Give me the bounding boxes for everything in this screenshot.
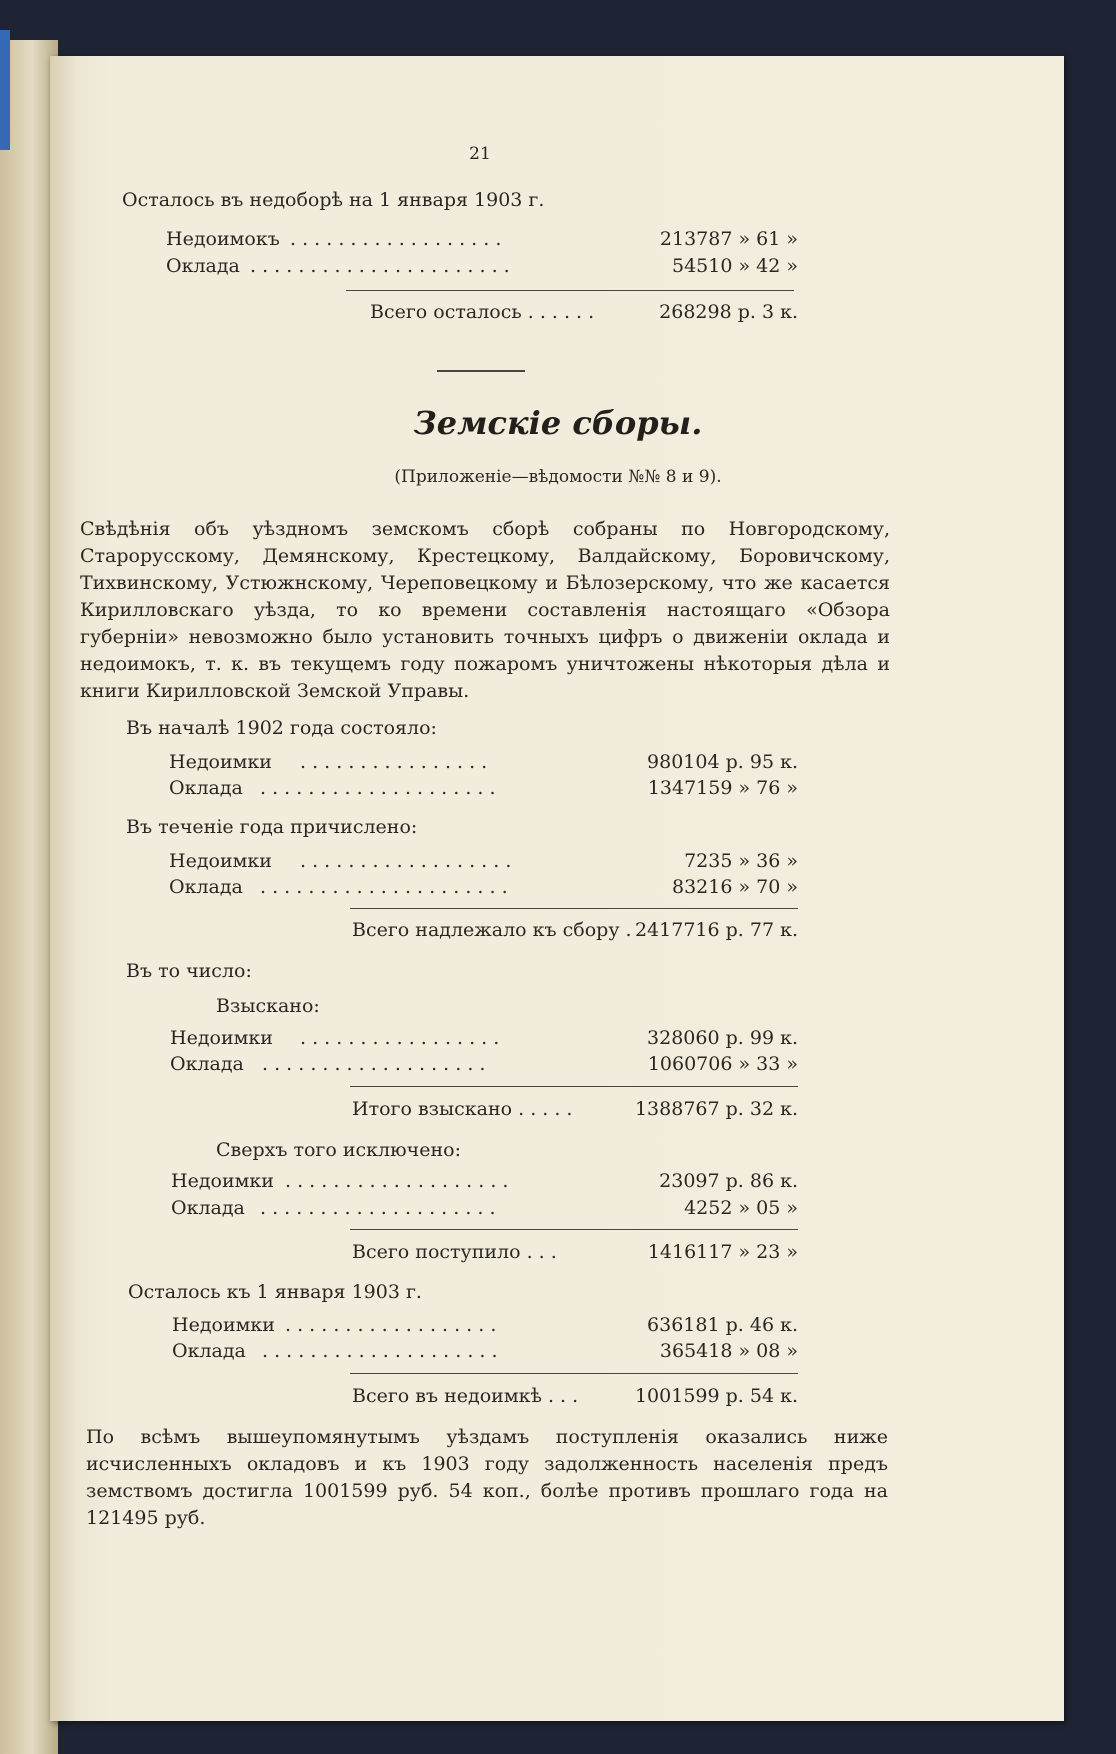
section-subtitle: (Приложеніе—вѣдомости №№ 8 и 9). [394,467,722,487]
leader-dots: . . . . . . . . . . . . . . . . . . . . [260,1197,496,1219]
closing-paragraph: По всѣмъ вышеупомянутымъ уѣздамъ поступленія оказались ниже исчисленныхъ окладовъ и къ 1903 году задолженность населенія предъ земствомъ достигла 1001599 руб. 54 коп., болѣе противъ прошлаго года на 121495 руб. [86,1426,888,1529]
row-label: Оклада [169,777,243,799]
total-label: Всего поступило . . . [352,1241,557,1263]
row-amount: 980104 р. 95 к. [647,751,798,773]
leader-dots: . . . . . . . . . . . . . . . . . . . . [260,777,496,799]
leader-dots: . . . . . . . . . . . . . . . . [300,751,488,773]
block-heading: Въ теченіе года причислено: [126,816,418,838]
section-divider [437,370,525,372]
leader-dots: . . . . . . . . . . . . . . . . . . . [262,1053,486,1075]
row-amount: 83216 » 70 » [672,876,798,898]
section-title: Земскіе сборы. [413,404,703,442]
row-label: Оклада [172,1340,246,1362]
row-amount: 4252 » 05 » [684,1197,798,1219]
row-amount: 7235 » 36 » [684,850,798,872]
leader-dots: . . . . . . . . . . . . . . . . . [300,1027,500,1049]
total-amount: 2417716 р. 77 к. [634,919,798,941]
row-label: Оклада [166,255,240,277]
row-label: Недоимки [171,1170,274,1192]
leader-dots: . . . . . . . . . . . . . . . . . . [285,1314,497,1336]
row-label: Недоимки [169,850,272,872]
row-amount: 1347159 » 76 » [647,777,798,799]
row-amount: 365418 » 08 » [659,1340,798,1362]
row-amount: 636181 р. 46 к. [647,1314,798,1336]
row-label: Недоимокъ [166,228,280,250]
row-amount: 1060706 » 33 » [647,1053,798,1075]
row-label: Оклада [169,876,243,898]
intro-paragraph: Свѣдѣнія объ уѣздномъ земскомъ сборѣ собраны по Новгородскому, Старорусскому, Демянскому, Крестецкому, Валдайскому, Боровичскому, Тихвинскому, Устюжнскому, Череповецкому и Бѣлозерскому, что же касается Кирилловскаго уѣзда, то ко времени составленія настоящаго «Обзора губерніи» невозможно было установить точныхъ цифръ о движеніи оклада и недоимокъ, т. к. въ текущемъ году пожаромъ уничтожены нѣкоторыя дѣла и книги Кирилловской Земской Управы. [80,518,890,702]
row-amount: 23097 р. 86 к. [659,1170,798,1192]
total-amount: 1388767 р. 32 к. [634,1098,798,1120]
block-heading: Сверхъ того исключено: [216,1139,461,1161]
leader-dots: . . . . . . . . . . . . . . . . . . . [285,1170,509,1192]
row-amount: 54510 » 42 » [672,255,798,277]
total-label: Всего надлежало къ сбору . [352,919,632,941]
sum-rule [350,908,798,909]
sum-rule [346,290,794,291]
leader-dots: . . . . . . . . . . . . . . . . . . . . . [260,876,508,898]
block-heading: Въ то число: [126,960,252,982]
row-label: Недоимки [170,1027,273,1049]
total-label: Всего осталось . . . . . . [370,301,595,323]
row-amount: 328060 р. 99 к. [647,1027,798,1049]
row-label: Оклада [170,1053,244,1075]
total-label: Итого взыскано . . . . . [352,1098,573,1120]
row-label: Оклада [171,1197,245,1219]
block-heading: Осталось къ 1 января 1903 г. [128,1281,422,1303]
book-cover-edge [0,30,10,150]
row-label: Недоимки [169,751,272,773]
leader-dots: . . . . . . . . . . . . . . . . . . . . . . [250,255,510,277]
leader-dots: . . . . . . . . . . . . . . . . . . . . [262,1340,498,1362]
leader-dots: . . . . . . . . . . . . . . . . . . [300,850,512,872]
total-amount: 1416117 » 23 » [647,1241,798,1263]
block-subheading: Взыскано: [216,995,320,1017]
sum-rule [350,1086,798,1087]
page-number: 21 [469,144,491,164]
section-heading: Осталось въ недоборѣ на 1 января 1903 г. [122,189,545,211]
total-amount: 268298 р. 3 к. [659,301,798,323]
total-label: Всего въ недоимкѣ . . . [352,1385,579,1407]
sum-rule [350,1373,798,1374]
row-amount: 213787 » 61 » [659,228,798,250]
block-heading: Въ началѣ 1902 года состояло: [126,717,437,739]
total-amount: 1001599 р. 54 к. [634,1385,798,1407]
sum-rule [350,1229,798,1230]
leader-dots: . . . . . . . . . . . . . . . . . . [290,228,502,250]
row-label: Недоимки [172,1314,275,1336]
